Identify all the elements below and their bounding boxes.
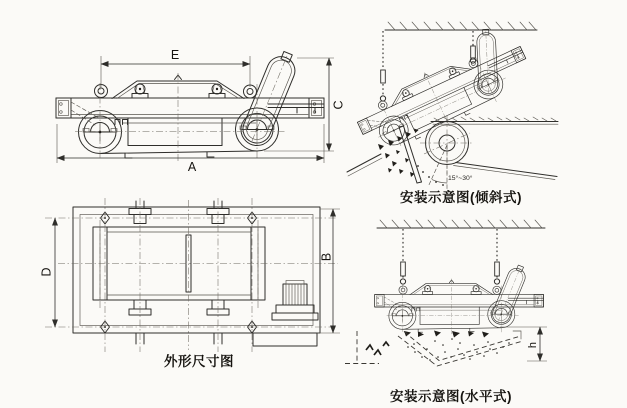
caption-inclined-installation: 安装示意图(倾斜式) [400, 190, 522, 205]
suspension-lugs [101, 212, 257, 333]
bearing-stands [129, 201, 229, 344]
belt-material-hatch [434, 117, 556, 121]
dim-label-C: C [331, 100, 346, 110]
dim-h [500, 327, 547, 361]
dim-label-B: B [319, 252, 334, 262]
angle-label: 15°~30° [448, 175, 473, 182]
plan-view [40, 198, 341, 369]
caption-outline-drawing: 外形尺寸图 [164, 354, 234, 369]
suspension-chain-right [494, 229, 499, 284]
suspension-chain-left [400, 229, 405, 284]
dim-label-h: h [527, 341, 539, 349]
dim-label-A: A [187, 160, 197, 174]
conveyor-belt [431, 117, 558, 180]
side-elevation-view [56, 48, 346, 174]
conveyor-trough-section [345, 331, 523, 366]
inclined-installation-view [343, 16, 558, 205]
suspension-chain-right [470, 31, 475, 63]
suspension-chain-left [380, 31, 385, 101]
caption-horizontal-installation: 安装示意图(水平式) [390, 389, 512, 404]
discharge-lip [347, 154, 382, 176]
ceiling-hatch [385, 22, 537, 30]
dim-label-E: E [170, 48, 180, 62]
horizontal-installation-view [345, 220, 547, 404]
drive-motor [253, 281, 318, 347]
scattered-chunks [366, 342, 389, 355]
magnetic-debris [378, 129, 444, 186]
ceiling-hatch [377, 220, 545, 228]
dim-label-D: D [39, 267, 54, 277]
magnetic-debris [404, 331, 489, 338]
